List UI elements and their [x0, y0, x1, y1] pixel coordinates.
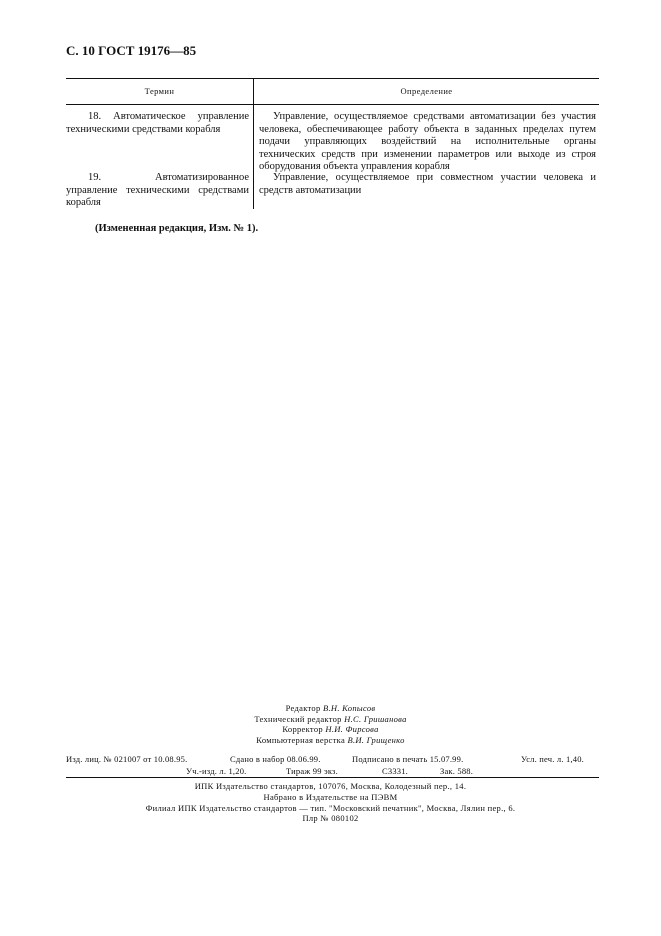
publication-code: С3331.: [382, 766, 408, 776]
table-header-rule: [66, 104, 599, 105]
publisher-line: Филиал ИПК Издательство стандартов — тип. "Московский печатник", Москва, Лялин пер., 6.: [145, 802, 516, 813]
publisher-line: Плр № 080102: [302, 813, 359, 824]
print-sheets: Усл. печ. л. 1,40.: [521, 754, 584, 764]
credits-block: [0, 703, 661, 745]
publisher-line: ИПК Издательство стандартов, 107076, Москва, Колодезный пер., 14.: [194, 781, 467, 791]
table-top-rule: [66, 78, 599, 79]
credit-line: [0, 714, 661, 725]
publisher-block: [0, 781, 661, 824]
credit-role: Корректор: [282, 724, 323, 734]
credit-name: Н.И. Фирсова: [325, 724, 379, 734]
order-number: Зак. 588.: [440, 766, 474, 776]
table-column-divider: [253, 78, 254, 209]
publisher-line: Набрано в Издательстве на ПЭВМ: [263, 791, 398, 802]
credit-name: В.Н. Копысов: [322, 703, 376, 713]
credit-role: Компьютерная верстка: [256, 734, 346, 745]
term-cell: 19. Автоматизированное управление техническими средствами корабля: [66, 172, 249, 209]
credit-line: [0, 735, 661, 746]
credit-role: Технический редактор: [254, 713, 342, 724]
page-header: С. 10 ГОСТ 19176—85: [66, 43, 197, 58]
credit-name: В.И. Грищенко: [347, 734, 405, 745]
imprint-divider: [66, 777, 599, 778]
credit-role: Редактор: [285, 703, 321, 713]
definition-cell: Управление, осуществляемое средствами автоматизации без участия человека, обеспечивающее работу объекта в заданных пределах путем подачи управляющих воздействий на исполнительные органы технических средств при изменении параметров или выходе из строя оборудования объекта управления корабля: [259, 111, 596, 173]
term-cell: 18. Автоматическое управление техническими средствами корабля: [66, 111, 249, 135]
print-run: Тираж 99 экз.: [286, 766, 338, 776]
signed-date: Подписано в печать 15.07.99.: [352, 754, 464, 764]
column-header-definition: Определение: [400, 86, 453, 96]
sent-to-set-date: Сдано в набор 08.06.99.: [230, 754, 321, 764]
amendment-note: (Измененная редакция, Изм. № 1).: [95, 223, 259, 234]
credit-line: [0, 703, 661, 714]
credit-line: [0, 724, 661, 735]
definition-cell: Управление, осуществляемое при совместном участии человека и средств автоматизации: [259, 172, 596, 196]
credit-name: Н.С. Гришанова: [344, 713, 407, 724]
license-number: Изд. лиц. № 021007 от 10.08.95.: [66, 754, 188, 764]
publisher-sheets: Уч.-изд. л. 1,20.: [186, 766, 247, 776]
column-header-term: Термин: [144, 86, 175, 96]
